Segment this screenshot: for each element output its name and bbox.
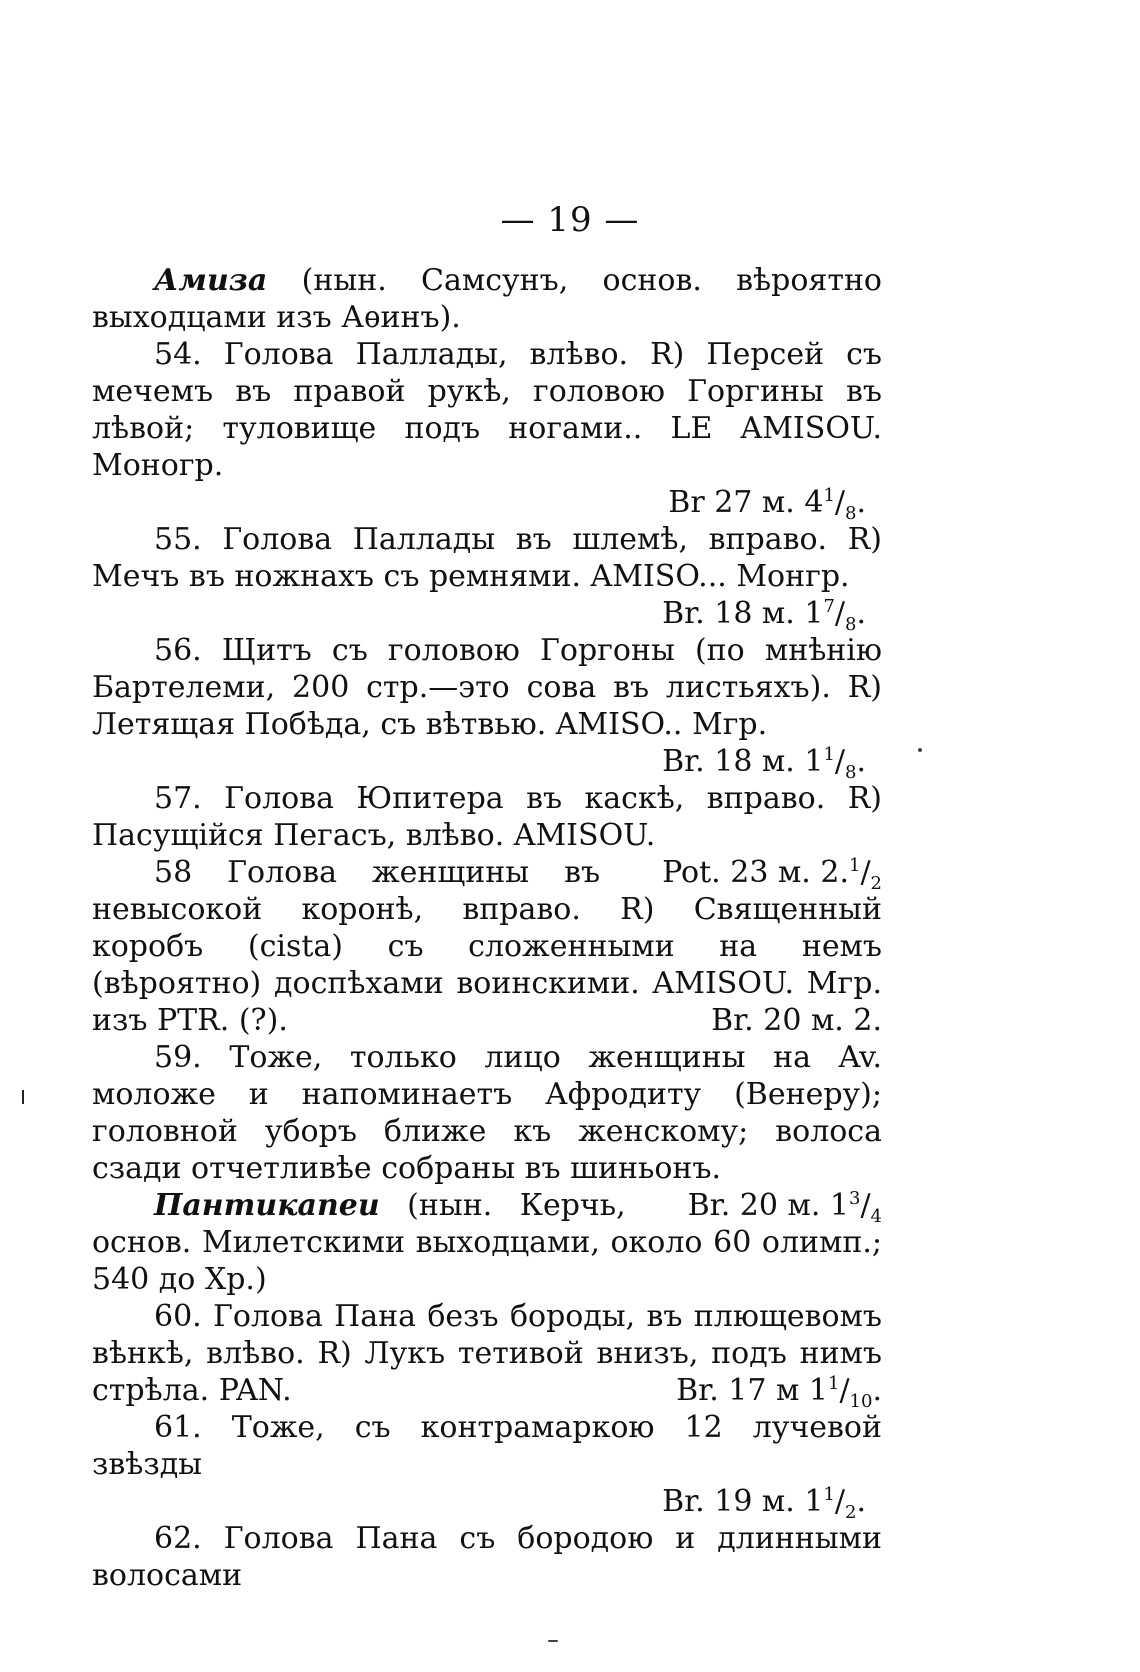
ref-text: Br. 18 м. 1 [662,744,824,779]
ref-frac-den: 8 [845,762,857,783]
entry-60-ref: Br. 17 м $1^1/_{10}$. [676,1373,882,1412]
ref-text: Br 27 м. 4 [668,485,824,520]
page-number: — 19 — [500,200,640,240]
entry-58-ref: Br. 20 м. 2. [711,1003,882,1038]
margin-mark [22,1090,24,1104]
ref-frac-num: 7 [823,596,835,617]
entry-text: 56. Щитъ съ головою Горгоны (по мнѣнію Бартелеми, 200 стр.—это сова въ листьяхъ). R) Летящая Побѣда, съ вѣтвью. AMISO.. Мгр. [92,633,882,742]
ref-frac-num: 1 [827,1373,840,1394]
ref-frac-den: 10 [849,1391,873,1412]
section-text: (нын. Самсунъ, основ. вѣроятно выходцами изъ Аѳинъ). [92,263,882,335]
entry-text: 58 Голова женщины въ невысокой коронѣ, вправо. R) Священный коробъ (cista) съ сложенными на немъ (вѣроятно) доспѣхами воинскими. AMISOU. Мгр. изъ PTR. (?). [92,855,882,1038]
entry-55 [92,521,882,595]
ref-end: . [872,1373,882,1408]
ref-text: Br. 17 м 1 [676,1373,828,1408]
entry-55-ref: Br. 18 м. $1^7/_8$. [662,596,866,635]
ref-text: Pot. 23 м. 2. [662,855,849,890]
entry-59-ref: Br. 20 м. $1^3/_4$ [687,1188,882,1227]
ref-end: . [856,744,866,779]
entry-text: 57. Голова Юпитера въ каскѣ, вправо. R) Пасущійся Пегасъ, влѣво. AMISOU. [92,781,882,853]
entry-text: 55. Голова Паллады въ шлемѣ, вправо. R) Мечъ въ ножнахъ съ ремнями. AMISO... Монгр. [92,522,882,594]
ref-frac-den: 8 [845,614,857,635]
ref-frac-den: 2 [870,873,882,894]
entry-57 [92,780,882,894]
ref-frac-den: 8 [845,503,857,524]
speck [918,748,922,752]
entry-text: 59. Тоже, только лицо женщины на Av. моложе и напоминаетъ Афродиту (Венеру); головной уборъ ближе къ женскому; волоса сзади отчетливѣе собраны въ шиньонъ. [92,1040,882,1186]
ref-text: Br. 20 м. 1 [687,1188,849,1223]
ref-end: . [856,596,866,631]
entry-57-ref: Pot. 23 м. $2.^1/_2$ [662,855,882,894]
entry-56-ref: Br. 18 м. $1^1/_8$. [662,744,866,783]
speck [548,1640,558,1642]
ref-frac-num: 1 [823,485,835,506]
section-title: Амиза [154,263,268,298]
entry-61 [92,1409,882,1483]
entry-54 [92,336,882,484]
entry-60 [92,1298,882,1412]
ref-frac-num: 3 [848,1188,861,1209]
ref-frac-num: 1 [823,1484,835,1505]
section-text: (нын. Керчь, основ. Милетскими выходцами, около 60 олимп.; 540 до Хр.) [92,1188,882,1297]
entry-text: 61. Тоже, съ контрамаркою 12 лучевой звѣзды [92,1410,882,1482]
entry-54-ref: Br 27 м. $4^1/_8$. [668,485,866,524]
ref-frac-num: 1 [848,855,861,876]
entry-text: 54. Голова Паллады, влѣво. R) Персей съ мечемъ въ правой рукѣ, головою Горгины въ лѣвой; туловище подъ ногами.. LE AMISOU. Моногр. [92,337,882,483]
ref-frac-num: 1 [823,744,835,765]
page-body [92,262,882,1594]
section-title: Пантикапеи [154,1188,380,1223]
ref-end: . [856,1484,866,1519]
section-heading-amisa [92,262,882,336]
entry-61-ref: Br. 19 м. $1^1/_2$. [662,1484,866,1523]
entry-text: 62. Голова Пана съ бородою и длинными волосами [92,1521,882,1593]
entry-text: 60. Голова Пана безъ бороды, въ плющевомъ вѣнкѣ, влѣво. R) Лукъ тетивой внизъ, подъ нимъ стрѣла. PAN. [92,1299,882,1408]
entry-62 [92,1520,882,1594]
entry-56 [92,632,882,743]
ref-text: Br. 18 м. 1 [662,596,824,631]
ref-end: . [856,485,866,520]
ref-frac-den: 2 [845,1502,857,1523]
ref-text: Br. 19 м. 1 [662,1484,824,1519]
ref-frac-den: 4 [870,1206,882,1227]
